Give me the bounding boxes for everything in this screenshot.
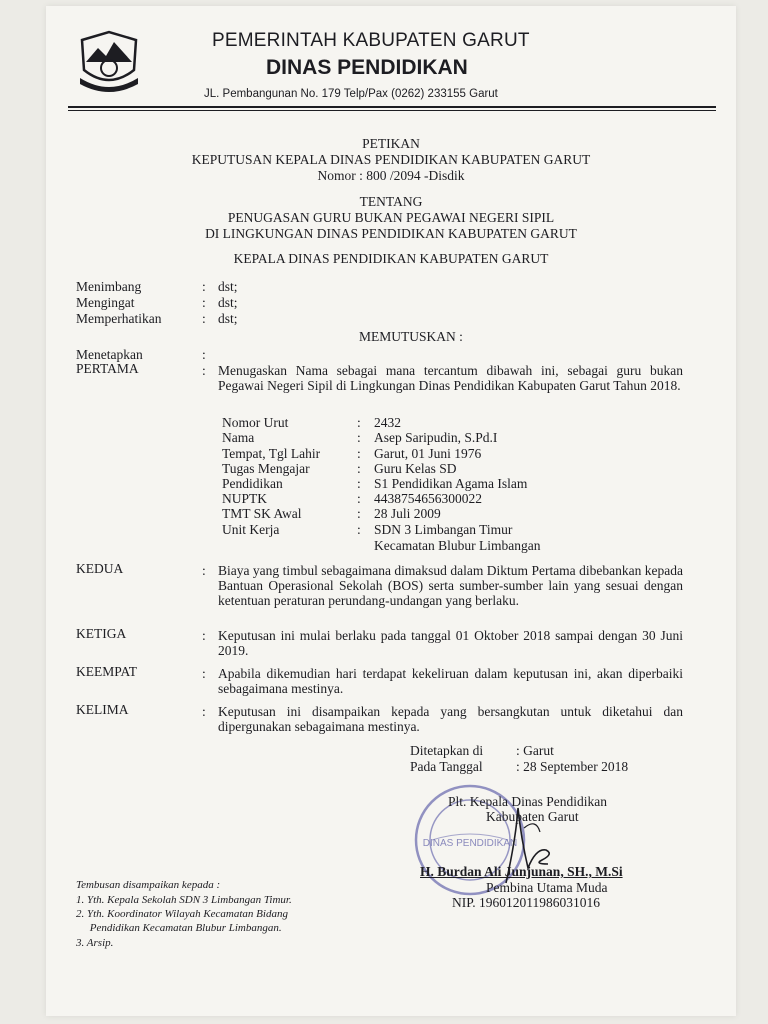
colon: : [202, 295, 206, 310]
detail-label-nomor-urut: Nomor Urut [222, 415, 289, 430]
colon: : [202, 347, 206, 362]
colon: : [357, 415, 361, 430]
label-kelima: KELIMA [76, 702, 129, 717]
detail-value-pendidikan: S1 Pendidikan Agama Islam [374, 476, 528, 491]
tembusan-item: 3. Arsip. [76, 937, 114, 949]
value-mengingat: dst; [218, 295, 238, 310]
detail-value-tmt: 28 Juli 2009 [374, 506, 441, 521]
detail-value-unit-kerja: SDN 3 Limbangan Timur [374, 522, 513, 537]
tembusan-item: 2. Yth. Koordinator Wilayah Kecamatan Bidang [76, 908, 288, 920]
text-kelima: Keputusan ini disampaikan kepada yang bersangkutan untuk diketahui dan dipergunakan sebagaimana mestinya. [218, 704, 683, 734]
detail-value-nama: Asep Saripudin, S.Pd.I [374, 430, 498, 445]
position-line-1: Plt. Kepala Dinas Pendidikan [448, 794, 607, 809]
tembusan-item: 1. Yth. Kepala Sekolah SDN 3 Limbangan Timur. [76, 894, 292, 906]
detail-label-pendidikan: Pendidikan [222, 476, 283, 491]
detail-value-nuptk: 4438754656300022 [374, 491, 482, 506]
stamp-text: DINAS PENDIDIKAN [422, 838, 518, 849]
header-government: PEMERINTAH KABUPATEN GARUT [212, 30, 530, 51]
detail-label-tugas: Tugas Mengajar [222, 461, 310, 476]
document-page [46, 6, 736, 1016]
colon: : [357, 522, 361, 537]
title-nomor: Nomor : 800 /2094 -Disdik [317, 168, 465, 183]
signatory-nip: NIP. 196012011986031016 [452, 895, 601, 910]
label-menetapkan: Menetapkan [76, 347, 143, 362]
label-keempat: KEEMPAT [76, 664, 138, 679]
signatory-rank: Pembina Utama Muda [486, 880, 608, 895]
colon: : [357, 506, 361, 521]
header-address: JL. Pembangunan No. 179 Telp/Pax (0262) 233155 Garut [204, 88, 498, 100]
ditetapkan-label: Ditetapkan di [410, 743, 484, 758]
colon: : [202, 666, 206, 681]
signatory-name: H. Burdan Ali Junjunan, SH., M.Si [420, 864, 623, 879]
header-divider [68, 106, 716, 111]
label-ketiga: KETIGA [76, 626, 127, 641]
detail-label-ttl: Tempat, Tgl Lahir [222, 446, 321, 461]
detail-label-tmt: TMT SK Awal [222, 506, 302, 521]
colon: : [357, 446, 361, 461]
label-menimbang: Menimbang [76, 279, 142, 294]
detail-label-nama: Nama [222, 430, 255, 445]
value-menimbang: dst; [218, 279, 238, 294]
colon: : [202, 563, 206, 578]
label-kedua: KEDUA [76, 561, 124, 576]
detail-value-tugas: Guru Kelas SD [374, 461, 457, 476]
garut-emblem-logo [76, 26, 142, 96]
colon: : [357, 461, 361, 476]
tembusan-title: Tembusan disampaikan kepada : [76, 879, 221, 891]
colon: : [357, 430, 361, 445]
colon: : [202, 311, 206, 326]
colon: : [202, 628, 206, 643]
colon: : [202, 704, 206, 719]
tanggal-label: Pada Tanggal [410, 759, 483, 774]
text-pertama: Menugaskan Nama sebagai mana tercantum dibawah ini, sebagai guru bukan Pegawai Negeri Sipil di Lingkungan Dinas Pendidikan Kabupaten Garut Tahun 2018. [218, 363, 683, 393]
colon: : [357, 476, 361, 491]
text-ketiga: Keputusan ini mulai berlaku pada tanggal 01 Oktober 2018 sampai dengan 30 Juni 2019. [218, 628, 683, 658]
detail-value-nomor-urut: 2432 [374, 415, 401, 430]
label-memperhatikan: Memperhatikan [76, 311, 162, 326]
text-keempat: Apabila dikemudian hari terdapat kekeliruan dalam keputusan ini, akan diperbaiki sebagaimana mestinya. [218, 666, 683, 696]
ditetapkan-value: : Garut [516, 743, 554, 758]
colon: : [202, 363, 206, 378]
header-agency: DINAS PENDIDIKAN [266, 56, 468, 79]
tembusan-item: Pendidikan Kecamatan Blubur Limbangan. [76, 922, 282, 934]
title-subject-1: PENUGASAN GURU BUKAN PEGAWAI NEGERI SIPIL [227, 210, 555, 225]
label-pertama: PERTAMA [76, 361, 139, 376]
colon: : [202, 279, 206, 294]
title-issuer: KEPALA DINAS PENDIDIKAN KABUPATEN GARUT [233, 251, 549, 266]
detail-label-nuptk: NUPTK [222, 491, 268, 506]
detail-label-unit-kerja: Unit Kerja [222, 522, 280, 537]
value-memperhatikan: dst; [218, 311, 238, 326]
memutuskan-heading: MEMUTUSKAN : [359, 329, 463, 344]
text-kedua: Biaya yang timbul sebagaimana dimaksud dalam Diktum Pertama dibebankan kepada Bantuan Operasional Sekolah (BOS) serta sumber-sumber lain yang sesuai dengan ketentuan peraturan perundang-undangan yang berlaku. [218, 563, 683, 608]
title-subject-2: DI LINGKUNGAN DINAS PENDIDIKAN KABUPATEN GARUT [205, 226, 577, 241]
detail-value-ttl: Garut, 01 Juni 1976 [374, 446, 482, 461]
label-mengingat: Mengingat [76, 295, 135, 310]
title-petikan: PETIKAN [362, 136, 420, 151]
title-keputusan: KEPUTUSAN KEPALA DINAS PENDIDIKAN KABUPATEN GARUT [191, 152, 591, 167]
tanggal-value: : 28 September 2018 [516, 759, 629, 774]
position-line-2: Kabupaten Garut [486, 809, 579, 824]
colon: : [357, 491, 361, 506]
detail-value-unit-kerja-line2: Kecamatan Blubur Limbangan [374, 538, 541, 553]
title-tentang: TENTANG [359, 194, 423, 209]
